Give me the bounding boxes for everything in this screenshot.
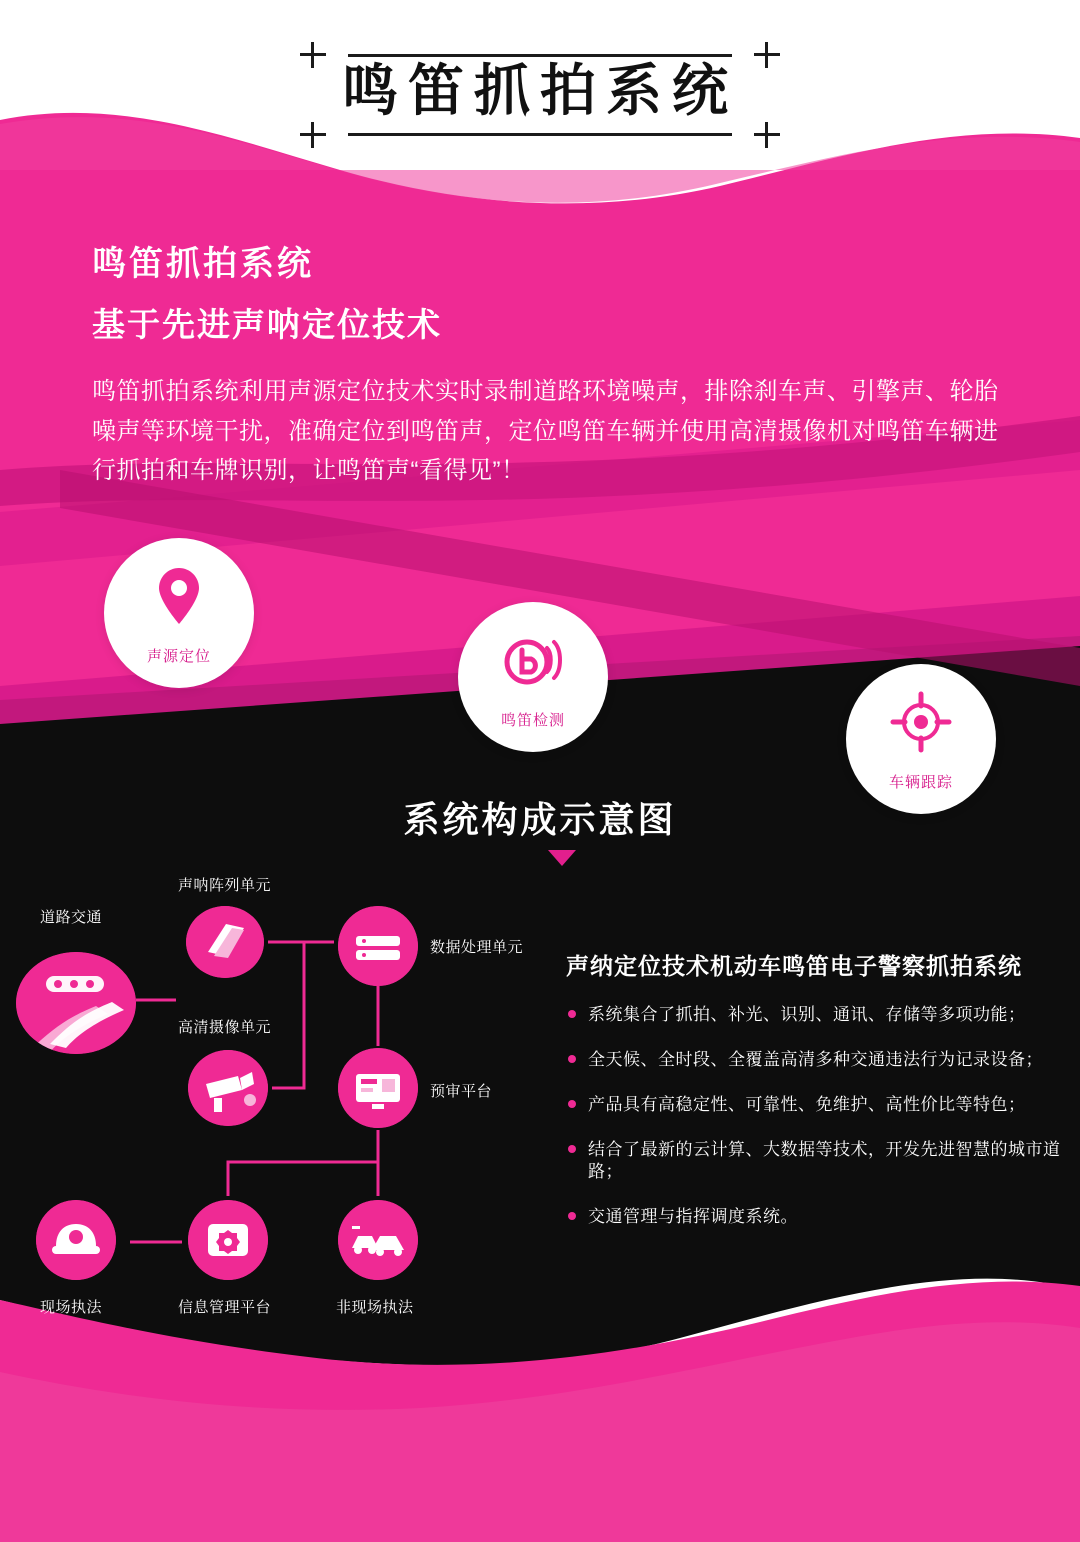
intro-heading: 鸣笛抓拍系统 [92,244,314,284]
feature-label: 声源定位 [146,648,211,665]
list-item: 交通管理与指挥调度系统。 [566,1206,1076,1228]
intro-subheading: 基于先进声呐定位技术 [92,305,442,344]
list-item: 全天候、全时段、全覆盖高清多种交通违法行为记录设备； [566,1049,1076,1071]
diagram-node-road-traffic [16,952,136,1054]
diagram-label-info-platform: 信息管理平台 [178,1299,272,1316]
diagram-label-preview-platform: 预审平台 [430,1083,493,1100]
diagram-node-info-platform [188,1200,268,1280]
diagram-label-onsite-enforcement: 现场执法 [40,1299,103,1316]
database-gear-icon [188,1200,268,1280]
diagram-node-data-processing [338,906,418,986]
list-item: 产品具有高稳定性、可靠性、免维护、高性价比等特色； [566,1094,1076,1116]
car-capture-icon [338,1200,418,1280]
details-heading: 声纳定位技术机动车鸣笛电子警察抓拍系统 [566,954,1022,980]
police-cap-icon [36,1200,116,1280]
diagram-label-data-processing: 数据处理单元 [430,939,524,956]
diagram-label-sonar-array: 声呐阵列单元 [178,877,272,894]
camera-icon [188,1050,268,1126]
server-icon [338,906,418,986]
array-panel-icon [186,906,264,978]
page-title: 鸣笛抓拍系统 [342,59,738,124]
feature-label: 车辆跟踪 [888,774,953,791]
diagram-node-offsite-enforcement [338,1200,418,1280]
list-item: 系统集合了抓拍、补光、识别、通讯、存储等多项功能； [566,1004,1076,1026]
intro-paragraph: 鸣笛抓拍系统利用声源定位技术实时录制道路环境噪声，排除刹车声、引擎声、轮胎噪声等环境干扰，准确定位到鸣笛声，定位鸣笛车辆并使用高清摄像机对鸣笛车辆进行抓拍和车牌识别，让鸣笛声“看得见”！ [92,378,999,485]
list-item: 结合了最新的云计算、大数据等技术，开发先进智慧的城市道路； [566,1139,1076,1183]
diagram-label-offsite-enforcement: 非现场执法 [336,1299,414,1316]
road-icon [16,952,136,1054]
details-list [566,1004,1076,1252]
diagram-label-road-traffic: 道路交通 [40,909,103,926]
feature-label: 鸣笛检测 [500,712,565,729]
diagram-node-onsite-enforcement [36,1200,116,1280]
diagram-label-hd-camera: 高清摄像单元 [178,1019,272,1036]
monitor-icon [338,1048,418,1128]
diagram-node-hd-camera [188,1050,268,1126]
diagram-node-sonar-array [186,906,264,978]
diagram-title: 系统构成示意图 [403,800,677,841]
diagram-node-preview-platform [338,1048,418,1128]
